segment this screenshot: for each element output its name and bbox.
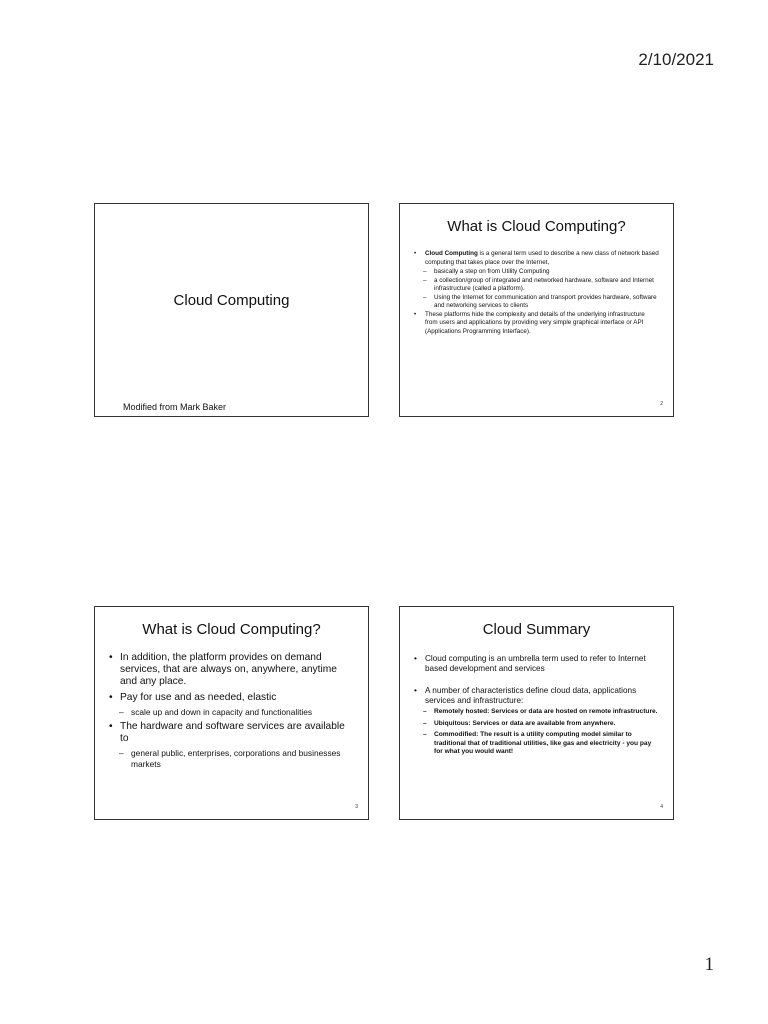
slide-number: 4	[660, 804, 663, 810]
sub-bullet: – a collection/group of integrated and networked hardware, software and Internet infrastructure (called a platform).	[414, 277, 659, 294]
sub-bullet: – Remotely hosted: Services or data are hosted on remote infrastructure.	[414, 708, 659, 717]
sub-bullet: – basically a step on from Utility Computing	[414, 268, 659, 277]
slide-footer: Modified from Mark Baker	[123, 402, 227, 412]
bullet	[414, 250, 659, 267]
slide-1	[94, 203, 369, 417]
bullet: • These platforms hide the complexity and details of the underlying infrastructure from users and applications by providing very simple graphical interface or API (Applications Programming Interface).	[414, 311, 659, 337]
slide-bullets	[414, 250, 659, 336]
bullet: • In addition, the platform provides on demand services, that are always on, anywhere, anytime and any place.	[109, 652, 352, 689]
sub-bullet: – general public, enterprises, corporations and businesses markets	[109, 748, 352, 770]
slide-number: 2	[660, 401, 663, 407]
print-date: 2/10/2021	[638, 50, 714, 69]
sub-bullet: – scale up and down in capacity and functionalities	[109, 707, 352, 718]
bullet: • The hardware and software services are available to	[109, 721, 352, 745]
bullet: • Cloud computing is an umbrella term used to refer to Internet based development and services	[414, 654, 659, 674]
sub-bullet: – Commodified: The result is a utility computing model similar to traditional that of traditional utilities, like gas and electricity - you pay for what you would want!	[414, 731, 659, 757]
bullet-text: is a general term used to describe a new class of network based computing that takes place over the Internet,	[425, 250, 659, 266]
page-number: 1	[704, 954, 714, 975]
slide-title: Cloud Computing	[173, 292, 290, 309]
slide-bullets	[109, 652, 352, 770]
slide-3	[94, 606, 369, 820]
slide-4	[399, 606, 674, 820]
sub-bullet: – Using the Internet for communication and transport provides hardware, software and networking services to clients	[414, 294, 659, 311]
slide-title: What is Cloud Computing?	[142, 621, 321, 638]
sub-bullet: – Ubiquitous: Services or data are available from anywhere.	[414, 720, 659, 729]
bullet: • Pay for use and as needed, elastic	[109, 692, 352, 704]
slide-title: What is Cloud Computing?	[447, 218, 626, 235]
slide-bullets	[414, 654, 659, 757]
slide-number: 3	[355, 804, 358, 810]
bullet-bold-term: Cloud Computing	[425, 250, 478, 257]
slide-2	[399, 203, 674, 417]
bullet: • A number of characteristics define cloud data, applications services and infrastructure:	[414, 686, 659, 706]
slide-title: Cloud Summary	[482, 621, 591, 638]
